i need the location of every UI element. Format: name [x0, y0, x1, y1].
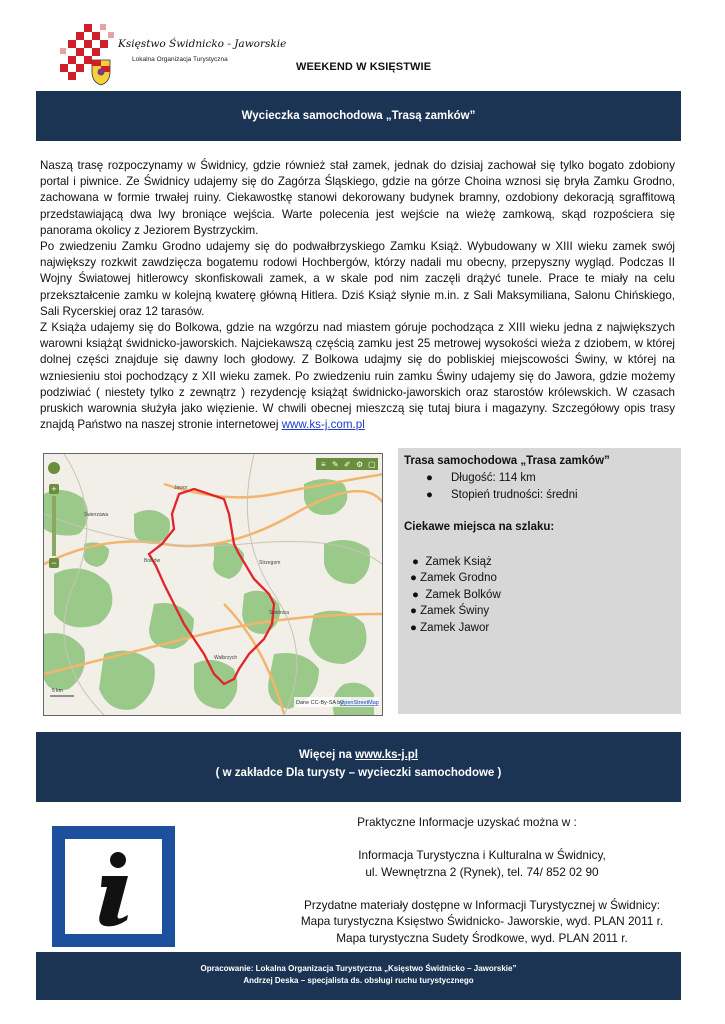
map-pan-icon[interactable]: [48, 462, 60, 474]
route-title: Trasa samochodowa „Trasa zamków”: [404, 455, 610, 467]
information-i-icon: [52, 826, 175, 947]
map-place-label: Strzegom: [259, 560, 281, 566]
map-walk-icon[interactable]: ✎: [332, 460, 339, 469]
map-place-label: Świerzawa: [84, 512, 109, 518]
article-body: [40, 158, 675, 433]
more-info-link[interactable]: www.ks-j.pl: [355, 749, 418, 761]
map-scale-label: 5 km: [52, 688, 63, 694]
map-place-label: Wałbrzych: [214, 655, 238, 661]
map-place-label: Świdnica: [269, 610, 290, 616]
route-map[interactable]: [43, 453, 383, 716]
office-name: Informacja Turystyczna i Kulturalna w Świdnicy,: [358, 848, 606, 862]
map-toolbar[interactable]: [316, 458, 378, 470]
bullet-icon: ●: [426, 472, 433, 484]
map-attribution: Dane CC-By-SA by: [296, 700, 344, 706]
article-paragraph: [40, 320, 675, 433]
material-item: Mapa turystyczna Księstwo Świdnicko- Jaworskie, wyd. PLAN 2011 r.: [300, 914, 664, 928]
place-item: ● Zamek Bolków: [412, 589, 501, 601]
footer-line: Andrzej Deska – specjalista ds. obsługi ruchu turystycznego: [243, 976, 474, 985]
map-canvas: [44, 454, 382, 715]
article-paragraph-text: Z Książa udajemy się do Bolkowa, gdzie na wzgórzu nad miastem góruje pochodząca z XIII wieku jedna z największych warowni książąt świdnicko-jaworskich. Najciekawszą częścią zamku jest 25 metrowej wysokości wieża z dziobem, w której dolnej części znajduje się dawny loch głodowy. Z Bolkowa udajmy się do pobliskiej miejscowości Świny, w której na wzniesieniu stoi pochodzący z XII wieku zamek. Po zwiedzeniu ruin zamku Świny udajemy się do Jawora, gdzie możemy podziwiać ( niestety tylko z zewnątrz ) rezydencję książąt świdnicko-jaworskich oraz starostów królewskich. W czasach pruskich warownia służyła jako więzienie. W chwili obecnej mieszczą się tutaj biura i magazyny. Szczegółowy opis trasy znajdą Państwo na naszej stronie internetowej: [40, 321, 675, 432]
material-item: Mapa turystyczna Sudety Środkowe, wyd. PLAN 2011 r.: [336, 930, 628, 945]
map-layers-icon[interactable]: ≡: [321, 460, 326, 469]
route-info-box: [398, 448, 681, 714]
materials-intro: Przydatne materiały dostępne w Informacji Turystycznej w Świdnicy:: [303, 897, 660, 912]
route-difficulty: ● Stopień trudności: średni: [426, 489, 578, 501]
more-info-note: ( w zakładce Dla turysty – wycieczki samochodowe ): [215, 767, 502, 779]
svg-text:−: −: [51, 558, 57, 568]
place-item: ● Zamek Świny: [410, 605, 490, 617]
logo-subtitle: Lokalna Organizacja Turystyczna: [132, 56, 228, 63]
footer-banner: [36, 952, 681, 1000]
practical-intro: Praktyczne Informacje uzyskać można w :: [357, 815, 577, 829]
bullet-icon: ●: [410, 622, 417, 634]
map-place-label: Jawor: [174, 485, 188, 491]
page-title: WEEKEND W KSIĘSTWIE: [296, 61, 432, 73]
bullet-icon: ●: [412, 589, 419, 601]
map-attribution-link[interactable]: OpenStreetMap: [340, 700, 379, 706]
bullet-icon: ●: [412, 556, 419, 568]
practical-info: [272, 814, 692, 946]
website-link[interactable]: www.ks-j.com.pl: [281, 418, 365, 432]
banner-title: Wycieczka samochodowa „Trasą zamków”: [241, 110, 476, 122]
bullet-icon: ●: [410, 572, 417, 584]
map-bike-icon[interactable]: ⚙: [356, 460, 364, 469]
information-sign: [52, 826, 175, 947]
place-item: ● Zamek Książ: [412, 556, 492, 568]
bullet-icon: ●: [426, 489, 433, 501]
map-place-label: Bolków: [144, 558, 161, 564]
more-info-line: Więcej na www.ks-j.pl: [299, 749, 418, 761]
article-paragraph: Naszą trasę rozpoczynamy w Świdnicy, gdzie również stał zamek, jednak do dzisiaj zachował się tylko bogato zdobiony portal i piwnice. Ze Świdnicy udajemy się do Zagórza Śląskiego, gdzie na górze Choina wznosi się bryła Zamku Grodno, zachowana w formie trwałej ruiny. Ciekawostkę stanowi dekorowany budynek bramny, ozdobiony dekoracją sgraffitową przedstawiającą dwa lwy broniące wejścia. Warte polecenia jest wejście na wieżę zamkową, skąd rozpościera się panorama okolicy z Jeziorem Bystrzyckim.: [40, 159, 675, 237]
logo: [58, 22, 287, 86]
places-title: Ciekawe miejsca na szlaku:: [404, 521, 555, 533]
route-length: ● Długość: 114 km: [426, 472, 536, 484]
bullet-icon: ●: [410, 605, 417, 617]
article-paragraph: Po zwiedzeniu Zamku Grodno udajemy się do podwałbrzyskiego Zamku Książ. Wybudowany w XIII wieku zamek swój największy rozkwit zawdzięcza bogatemu rodowi Hochbergów, którzy nadali mu obecny, przepyszny wygląd. Podczas II Wojny Światowej hitlerowcy skonfiskowali zamek, a w skale pod nim zaczęli drążyć tunele. Prace te miały na celu przekształcenie zamku w kolejną kwaterę główną Hitlera. Dziś Książ słynie m.in. z Sali Maksymiliana, Salonu Chińskiego, Sali Rycerskiej oraz 12 tarasów.: [40, 240, 675, 318]
map-edit-icon[interactable]: ✐: [344, 460, 351, 469]
logo-name: Księstwo Świdnicko - Jaworskie: [118, 38, 287, 50]
svg-text:+: +: [51, 484, 57, 494]
map-zoom-slider[interactable]: [52, 496, 56, 556]
logo-checker-icon: [58, 22, 120, 86]
title-banner: [36, 91, 681, 141]
place-item: ● Zamek Grodno: [410, 572, 497, 584]
map-fullscreen-icon[interactable]: ▢: [368, 460, 376, 469]
place-item: ● Zamek Jawor: [410, 622, 490, 634]
footer-line: Opracowanie: Lokalna Organizacja Turystyczna „Księstwo Świdnicko – Jaworskie”: [200, 964, 517, 973]
more-info-banner: [36, 732, 681, 802]
office-address: ul. Wewnętrzna 2 (Rynek), tel. 74/ 852 02 90: [365, 864, 599, 879]
